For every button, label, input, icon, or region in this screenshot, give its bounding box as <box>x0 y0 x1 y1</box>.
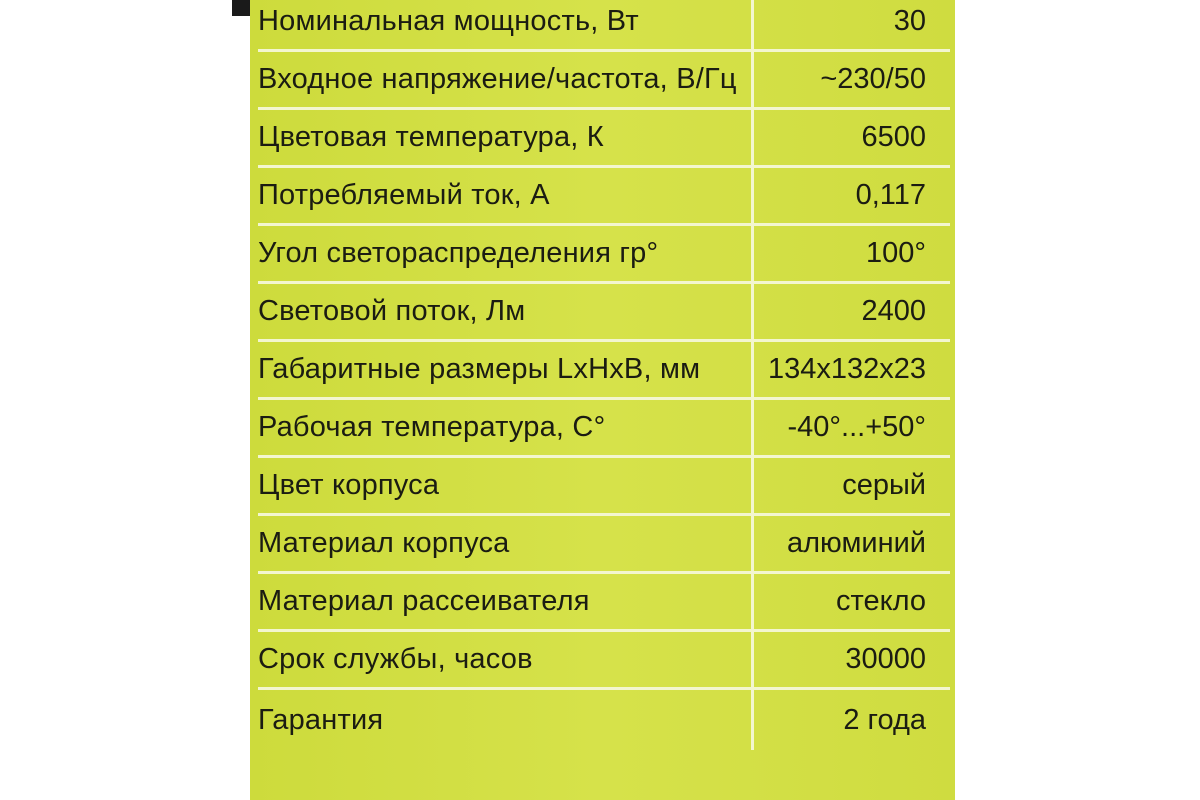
spec-value: алюминий <box>786 527 926 559</box>
table-row <box>258 399 950 457</box>
table-row <box>258 631 950 689</box>
spec-value-cell <box>752 283 950 341</box>
table-row <box>258 283 950 341</box>
spec-name: Рабочая температура, С° <box>258 411 606 443</box>
spec-name-cell <box>258 51 752 109</box>
spec-name-cell <box>258 283 752 341</box>
table-row <box>258 225 950 283</box>
spec-name: Потребляемый ток, А <box>258 179 550 211</box>
spec-value-cell <box>752 167 950 225</box>
spec-name-cell <box>258 225 752 283</box>
spec-name-cell <box>258 457 752 515</box>
spec-value-cell <box>752 225 950 283</box>
spec-name: Входное напряжение/частота, В/Гц <box>258 63 737 95</box>
spec-name: Материал корпуса <box>258 527 510 559</box>
spec-value-cell <box>752 631 950 689</box>
table-row <box>258 51 950 109</box>
table-row <box>258 573 950 631</box>
spec-value: 2 года <box>843 703 926 736</box>
spec-name: Цвет корпуса <box>258 469 440 501</box>
spec-name-cell <box>258 631 752 689</box>
table-row <box>258 341 950 399</box>
spec-name: Гарантия <box>258 703 384 736</box>
spec-name-cell <box>258 341 752 399</box>
spec-name: Номинальная мощность, Вт <box>258 5 639 37</box>
spec-name-cell <box>258 689 752 751</box>
table-row <box>258 689 950 751</box>
spec-value-cell <box>752 689 950 751</box>
table-row <box>258 457 950 515</box>
spec-label-sheet <box>250 0 955 800</box>
table-row <box>258 0 950 51</box>
spec-name-cell <box>258 399 752 457</box>
spec-name-cell <box>258 0 752 51</box>
spec-value: 6500 <box>861 121 926 153</box>
spec-name: Срок службы, часов <box>258 643 533 675</box>
spec-value: ~230/50 <box>820 63 926 95</box>
spec-value-cell <box>752 0 950 51</box>
spec-value-cell <box>752 399 950 457</box>
spec-name-cell <box>258 167 752 225</box>
spec-name: Габаритные размеры LxHxB, мм <box>258 353 701 385</box>
spec-name: Материал рассеивателя <box>258 585 590 617</box>
spec-value: 100° <box>866 237 926 269</box>
spec-name: Угол светораспределения гр° <box>258 237 659 269</box>
spec-value: 2400 <box>861 295 926 327</box>
spec-value: стекло <box>836 585 926 617</box>
spec-value: 0,117 <box>855 179 926 211</box>
spec-name: Световой поток, Лм <box>258 295 526 327</box>
table-row <box>258 515 950 573</box>
spec-value-cell <box>752 341 950 399</box>
spec-value: 30 <box>893 5 926 37</box>
spec-value-cell <box>752 457 950 515</box>
table-row <box>258 109 950 167</box>
spec-name-cell <box>258 109 752 167</box>
table-row <box>258 167 950 225</box>
spec-value: -40°...+50° <box>787 411 926 443</box>
spec-name-cell <box>258 515 752 573</box>
spec-value-cell <box>752 109 950 167</box>
spec-name-cell <box>258 573 752 631</box>
spec-table <box>258 0 950 750</box>
spec-name: Цветовая температура, К <box>258 121 604 153</box>
spec-value: 30000 <box>845 643 926 675</box>
spec-value-cell <box>752 515 950 573</box>
spec-value: 134x132x23 <box>767 353 926 385</box>
spec-value: серый <box>842 469 926 501</box>
spec-value-cell <box>752 573 950 631</box>
spec-value-cell <box>752 51 950 109</box>
